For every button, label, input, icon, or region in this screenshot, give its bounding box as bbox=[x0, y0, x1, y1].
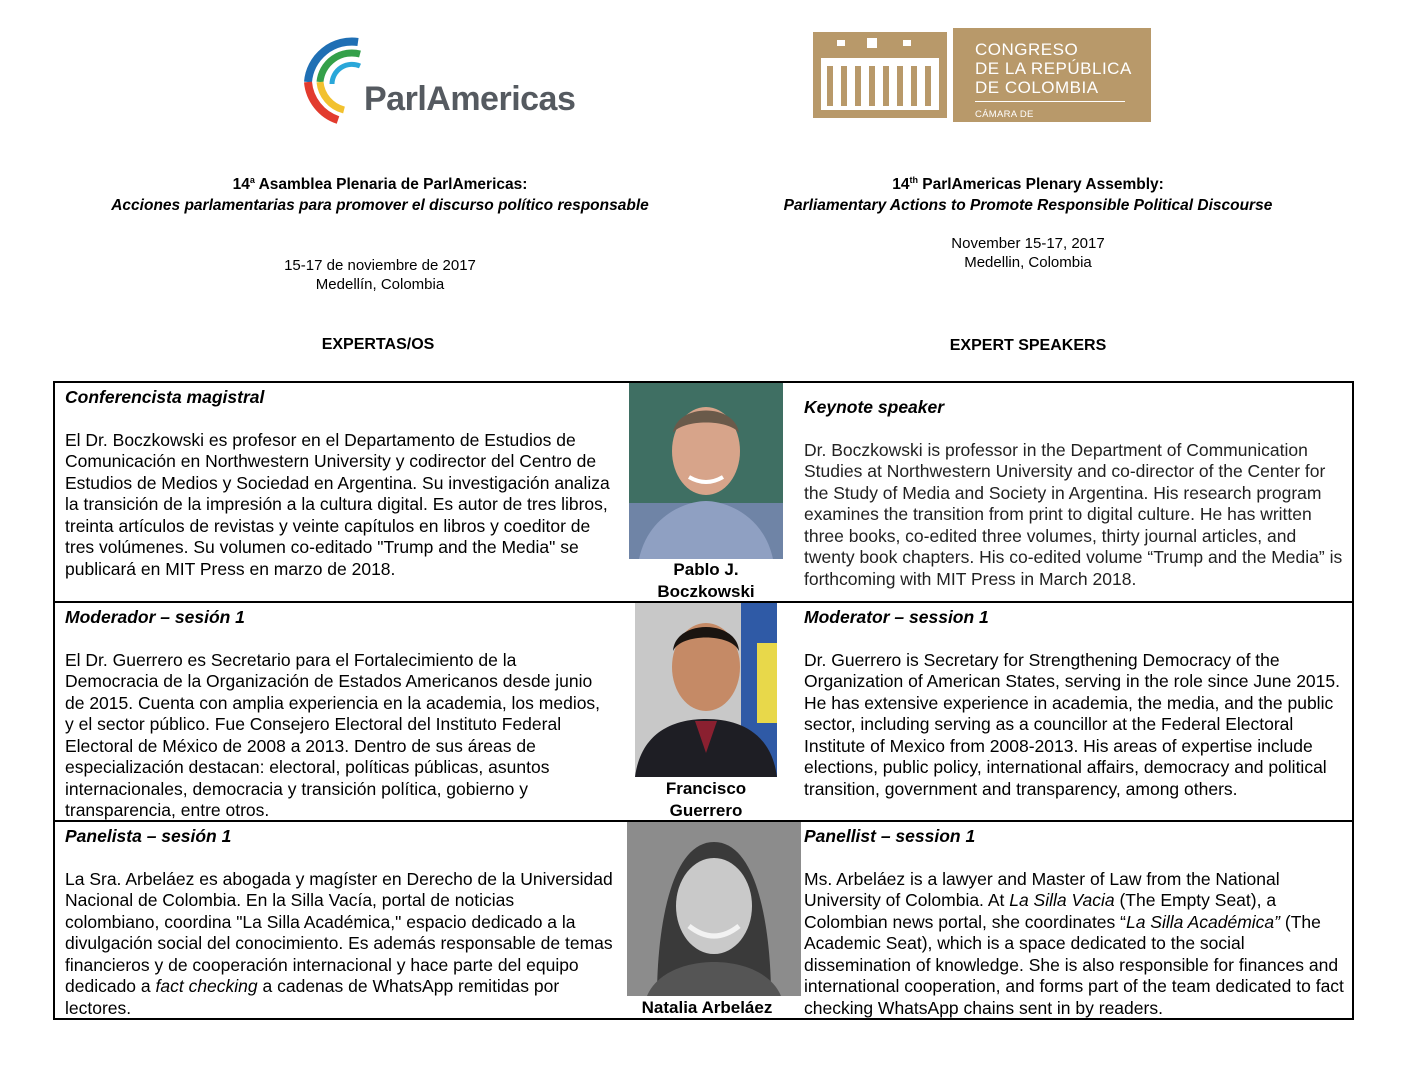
bio-es-part-b: a cadenas de WhatsApp remitidas por lectores. bbox=[65, 976, 560, 1018]
speaker-2-bio-es bbox=[65, 607, 613, 822]
parlamericas-swirl-icon bbox=[298, 34, 368, 126]
bio-en-emphasis-2: La Silla Académica” bbox=[1125, 911, 1280, 932]
speaker-2-photo bbox=[635, 603, 777, 777]
bio-en: Dr. Boczkowski is professor in the Department of Communication Studies at Northwestern University and co-director of the Center for the Study of Media and Society in Argentina. His research program examines the transition from print to digital culture. He has written three books, co-edited three volumes, thirty journal articles, and twenty book chapters. His co-edited volume “Trump and the Media” is forthcoming with MIT Press in March 2018. bbox=[804, 439, 1343, 589]
title-es bbox=[90, 170, 670, 195]
role-en: Keynote speaker bbox=[804, 397, 945, 417]
speaker-3-bio-es bbox=[65, 826, 613, 1019]
congreso-line-2: DE LA REPÚBLICA bbox=[975, 59, 1132, 78]
speaker-1-photo bbox=[629, 383, 783, 559]
name-line-1: Francisco bbox=[665, 779, 747, 798]
role-en: Panellist – session 1 bbox=[804, 826, 976, 846]
parlamericas-logo bbox=[298, 30, 618, 130]
role-es: Conferencista magistral bbox=[65, 387, 265, 407]
ordinal-en: 14 bbox=[892, 176, 910, 194]
portrait-photo-icon bbox=[629, 383, 783, 559]
speaker-3-name: Natalia Arbeláez bbox=[641, 998, 773, 1017]
ordinal-suffix-es: a bbox=[249, 175, 255, 185]
portrait-photo-icon bbox=[627, 822, 801, 996]
portrait-photo-icon bbox=[635, 603, 777, 777]
speaker-1-bio-en bbox=[804, 397, 1349, 590]
title-rest-en: ParlAmericas Plenary Assembly: bbox=[917, 176, 1164, 194]
name-line-1: Pablo J. bbox=[673, 560, 739, 579]
speaker-1-name bbox=[629, 559, 783, 603]
congreso-line-1: CONGRESO bbox=[975, 40, 1079, 59]
bio-en-emphasis-1: La Silla Vacia bbox=[1009, 890, 1115, 910]
role-en: Moderator – session 1 bbox=[804, 607, 989, 627]
speaker-2-bio-en bbox=[804, 607, 1349, 800]
title-rest-es: Asamblea Plenaria de ParlAmericas: bbox=[254, 176, 528, 194]
date-es: 15-17 de noviembre de 2017 bbox=[284, 257, 476, 274]
speakers-table bbox=[53, 381, 1354, 1020]
section-title-es: EXPERTAS/OS bbox=[321, 336, 435, 353]
title-en bbox=[718, 170, 1338, 195]
bio-en-part-a: Ms. Arbeláez is a lawyer and Master of Law from the National University of Colombia. At bbox=[804, 868, 1280, 910]
ordinal-suffix-en: th bbox=[909, 175, 918, 185]
congreso-line-3: DE COLOMBIA bbox=[975, 78, 1099, 97]
bio-en-part-c: (The Academic Seat), which is a space dedicated to the social dissemination of knowledge. She is also responsible for finances and international cooperation, and forms part of the team dedicated to fact checking WhatsApp chains sent in by readers. bbox=[804, 911, 1344, 1018]
bio-en: Dr. Guerrero is Secretary for Strengthening Democracy of the Organization of American States, serving in the role since June 2015. He has extensive experience in academia, the media, and the public sector, including serving as a councillor at the Federal Electoral Institute of Mexico from 2008-2013. His areas of expertise include elections, public policy, international affairs, democracy and political transition, government and transparency, among others. bbox=[804, 649, 1340, 799]
bio-es: El Dr. Guerrero es Secretario para el Fortalecimiento de la Democracia de la Organización de Estados Americanos desde junio de 2015. Cuenta con amplia experiencia en la academia, los medios, y el sector público. Fue Consejero Electoral del Instituto Federal Electoral de México de 2008 a 2013. Dentro de sus áreas de especialización destacan: electoral, políticas públicas, asuntos internacionales, democracia y transición política, gobierno y transparencia, entre otros. bbox=[65, 649, 601, 820]
name-line-2: Guerrero bbox=[669, 801, 743, 820]
bio-es: El Dr. Boczkowski es profesor en el Departamento de Estudios de Comunicación en Northwestern University y codirector del Centro de Estudios de Medios y Sociedad en Argentina. Su investigación analiza la transición de la impresión a la cultura digital. Es autor de tres libros, treinta artículos de revistas y veinte capítulos en libros y coeditor de tres volúmenes. Su volumen co-editado "Trump and the Media" se publicará en MIT Press en marzo de 2018. bbox=[65, 429, 610, 579]
heading-es bbox=[90, 170, 670, 216]
subtitle-es: Acciones parlamentarias para promover el discurso político responsable bbox=[111, 197, 649, 215]
speaker-3-photo bbox=[627, 822, 801, 996]
name-line-2: Boczkowski bbox=[657, 582, 755, 601]
bio-es-part-a: La Sra. Arbeláez es abogada y magíster en Derecho de la Universidad Nacional de Colombia. En la Silla Vacía, portal de noticias colombiano, coordina "La Silla Académica," espacio dedicado a la divulgación social del conocimiento. Es además responsable de temas financieros y de cooperación internacional y hace parte del equipo dedicado a bbox=[65, 868, 613, 996]
parlamericas-wordmark: ParlAmericas bbox=[364, 80, 576, 118]
date-place-en bbox=[828, 234, 1228, 272]
bio-en-part-b: (The Empty Seat), a Colombian news portal, she coordinates “ bbox=[804, 890, 1277, 932]
congreso-logo bbox=[807, 28, 1151, 139]
subtitle-en: Parliamentary Actions to Promote Responsible Political Discourse bbox=[783, 197, 1273, 215]
role-es: Panelista – sesión 1 bbox=[65, 826, 232, 846]
role-es: Moderador – sesión 1 bbox=[65, 607, 245, 627]
speaker-3-bio-en bbox=[804, 826, 1349, 1019]
congreso-subtitle: CÁMARA DE REPRESENTANTES bbox=[975, 101, 1125, 143]
date-en: November 15-17, 2017 bbox=[951, 235, 1105, 252]
date-place-es bbox=[180, 256, 580, 294]
bio-es-emphasis: fact checking bbox=[155, 976, 258, 996]
heading-en bbox=[718, 170, 1338, 216]
capitol-emblem-icon bbox=[807, 28, 953, 122]
speaker-1-bio-es bbox=[65, 387, 613, 580]
section-title-en: EXPERT SPEAKERS bbox=[949, 337, 1107, 354]
place-es: Medellín, Colombia bbox=[315, 276, 445, 293]
ordinal-es: 14 bbox=[232, 176, 250, 194]
speaker-2-name bbox=[629, 778, 783, 822]
place-en: Medellin, Colombia bbox=[964, 254, 1092, 271]
congreso-wordmark bbox=[975, 40, 1132, 143]
